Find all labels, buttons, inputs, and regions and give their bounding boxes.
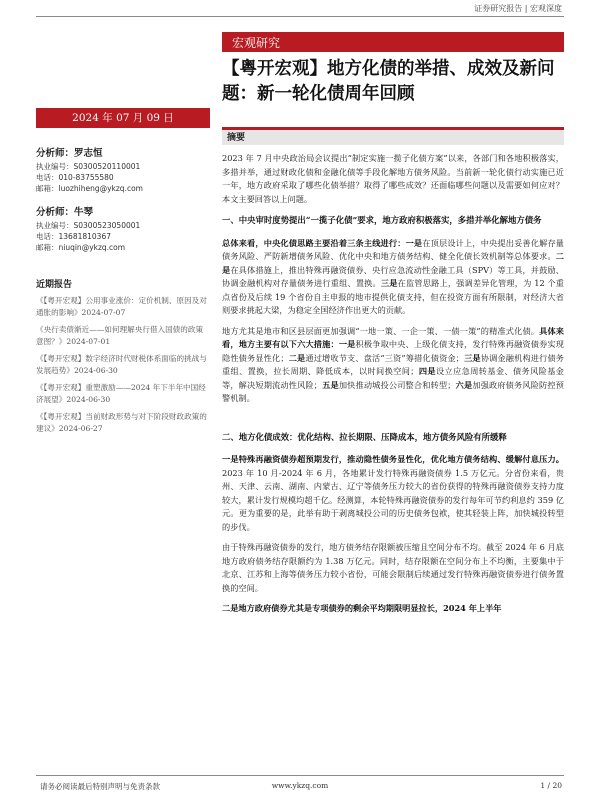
report-date: 2024 年 07 月 09 日 <box>36 108 210 128</box>
recent-report-link[interactable]: 《【粤开宏观】重塑激励——2024 年下半年中国经济展望》2024-06-30 <box>36 383 206 404</box>
analyst-name: 分析师：罗志恒 <box>36 148 103 159</box>
category-label: 宏观研究 <box>232 36 281 50</box>
report-title: 【粤开宏观】地方化债的举措、成效及新问题：新一轮化债周年回顾 <box>222 59 555 104</box>
bold-lead: 具体来看，地方主要有以下六大措施： <box>222 325 564 349</box>
abstract-body <box>222 152 564 623</box>
intro-paragraph: 2023 年 7 月中央政治局会议提出“制定实施一揽子化债方案”以来，各部门和各地积极落实，多措并举，通过财政化债和金融化债等手段化解地方债务风险。当前新一轮化债行动实施已近一年，地方政府采取了哪些化债举措？取得了哪些成效？还面临哪些问题以及需要如何应对？本文主要回答以上问题。 <box>222 153 564 204</box>
paragraph-measures: 地方尤其是地市和区县层面更加强调“一地一策、一企一策、一债一策”的精准式化债。具体来看，地方主要有以下六大措施：一是积极争取中央、上级化债支持，发行特殊再融资债券实现隐性债务显性化；二是通过增收节支、盘活“三资”筹措化债资金；三是协调金融机构进行债务重组、置换，拉长周期、降低成本，以时间换空间；四是设立应急周转基金、债务风险基金等，解决短期流动性风险；五是加快推动城投公司整合和转型；六是加强政府债务风险防控预警机制。 <box>222 325 564 403</box>
recent-report-link[interactable]: 《【粤开宏观】当前财政形势与对下阶段财政政策的建议》2024-06-27 <box>36 412 207 433</box>
analyst-license: 执业编号：S0300523050001 <box>36 221 141 230</box>
paragraph-approach: 总体来看，中央化债思路主要沿着三条主线进行：一是在顶层设计上，中央提出妥善化解存量债务风险、严防新增债务风险、优化中央和地方债务结构、健全化债长效机制等总体要求。二是在具体措施上，推出特殊再融资债券、央行应急流动性金融工具（SPV）等工具，并鼓励、协调金融机构对存量债务进行重组、置换。三是在监管思路上，强调差异化管理，为 12 个重点省份及后续 19 个省份自主申报的地市提供化债支持，但在投资方面有所限制，对经济大省则要求挑起大梁，为稳定全国经济作出更大的贡献。 <box>222 237 564 315</box>
analyst-card <box>36 145 210 194</box>
header-rule <box>36 16 564 17</box>
analyst-name: 分析师：牛琴 <box>36 207 94 218</box>
section-heading-2: 二、地方化债成效：优化结构、拉长期限、压降成本，地方债务风险有所缓释 <box>222 431 507 442</box>
disclaimer-note: 请务必阅读最后特别声明与免责条款 <box>40 782 160 791</box>
analyst-phone: 电话：13681810367 <box>36 232 111 241</box>
recent-report-link[interactable]: 《央行卖债渐近——如何理解央行借入国债的政策意图？》2024-07-01 <box>36 325 204 346</box>
recent-report-link[interactable]: 《【粤开宏观】公用事业涨价：定价机制、原因及对通胀的影响》2024-07-07 <box>36 296 207 317</box>
recent-report-link[interactable]: 《【粤开宏观】数字经济时代财税体系面临的挑战与发展趋势》2024-06-30 <box>36 354 207 375</box>
analyst-email[interactable]: 邮箱：luozhiheng@ykzq.com <box>36 184 143 193</box>
website-link[interactable]: www.ykzq.com <box>271 781 329 790</box>
bold-lead: 一是特殊再融资债券超预期发行，推动隐性债务显性化，优化地方债务结构、缓解付息压力。 <box>222 454 564 464</box>
bold-lead: 总体来看，中央化债思路主要沿着三条主线进行： <box>222 237 406 248</box>
footer-rule <box>36 775 564 776</box>
analyst-email[interactable]: 邮箱：niuqin@ykzq.com <box>36 243 126 252</box>
analyst-phone: 电话：010-83755580 <box>36 173 114 182</box>
section-heading-1: 一、中央审时度势提出“一揽子化债”要求，地方政府积极落实，多措并举化解地方债务 <box>222 215 542 225</box>
paragraph-debt-limit: 由于特殊再融资债券的发行，地方债务结存限额被压缩且空间分布不均。截至 2024 年 6 月底地方政府债务结存限额约为 1.38 万亿元。同时，结存限额在空间分布上不均衡，主要集中于北京、江苏和上海等债务压力较小省份，可能会限制后续通过发行特殊再融资债券进行债务置换的空间。 <box>222 542 564 593</box>
sidebar <box>36 145 210 440</box>
abstract-banner <box>222 127 564 145</box>
category-banner <box>222 32 564 52</box>
recent-reports-title: 近期报告 <box>36 280 73 290</box>
analyst-card <box>36 204 210 253</box>
analyst-license: 执业编号：S0300520110001 <box>36 162 141 171</box>
abstract-label: 摘要 <box>227 133 246 143</box>
page-number: 1 / 20 <box>540 781 562 790</box>
paragraph-maturity: 二是地方政府债券尤其是专项债券的剩余平均期限明显拉长，2024 年上半年 <box>222 603 502 613</box>
report-type-label: 证券研究报告 | 宏观深度 <box>474 4 562 13</box>
paragraph-special-bonds: 一是特殊再融资债券超预期发行，推动隐性债务显性化，优化地方债务结构、缓解付息压力。2023 年 10 月-2024 年 6 月，各地累计发行特殊再融资债券 1.5 万亿元。分省份来看，贵州、天津、云南、湖南、内蒙古、辽宁等债务压力较大的省份获得的特殊再融资债券支持力度较大，累计发行规模均超千亿。经测算，本轮特殊再融资债券的发行每年可节约利息约 359 亿元。更为重要的是，此举有助于剥离城投公司的历史债务包袱，使其轻装上阵，加快城投转型的步伐。 <box>222 454 564 532</box>
